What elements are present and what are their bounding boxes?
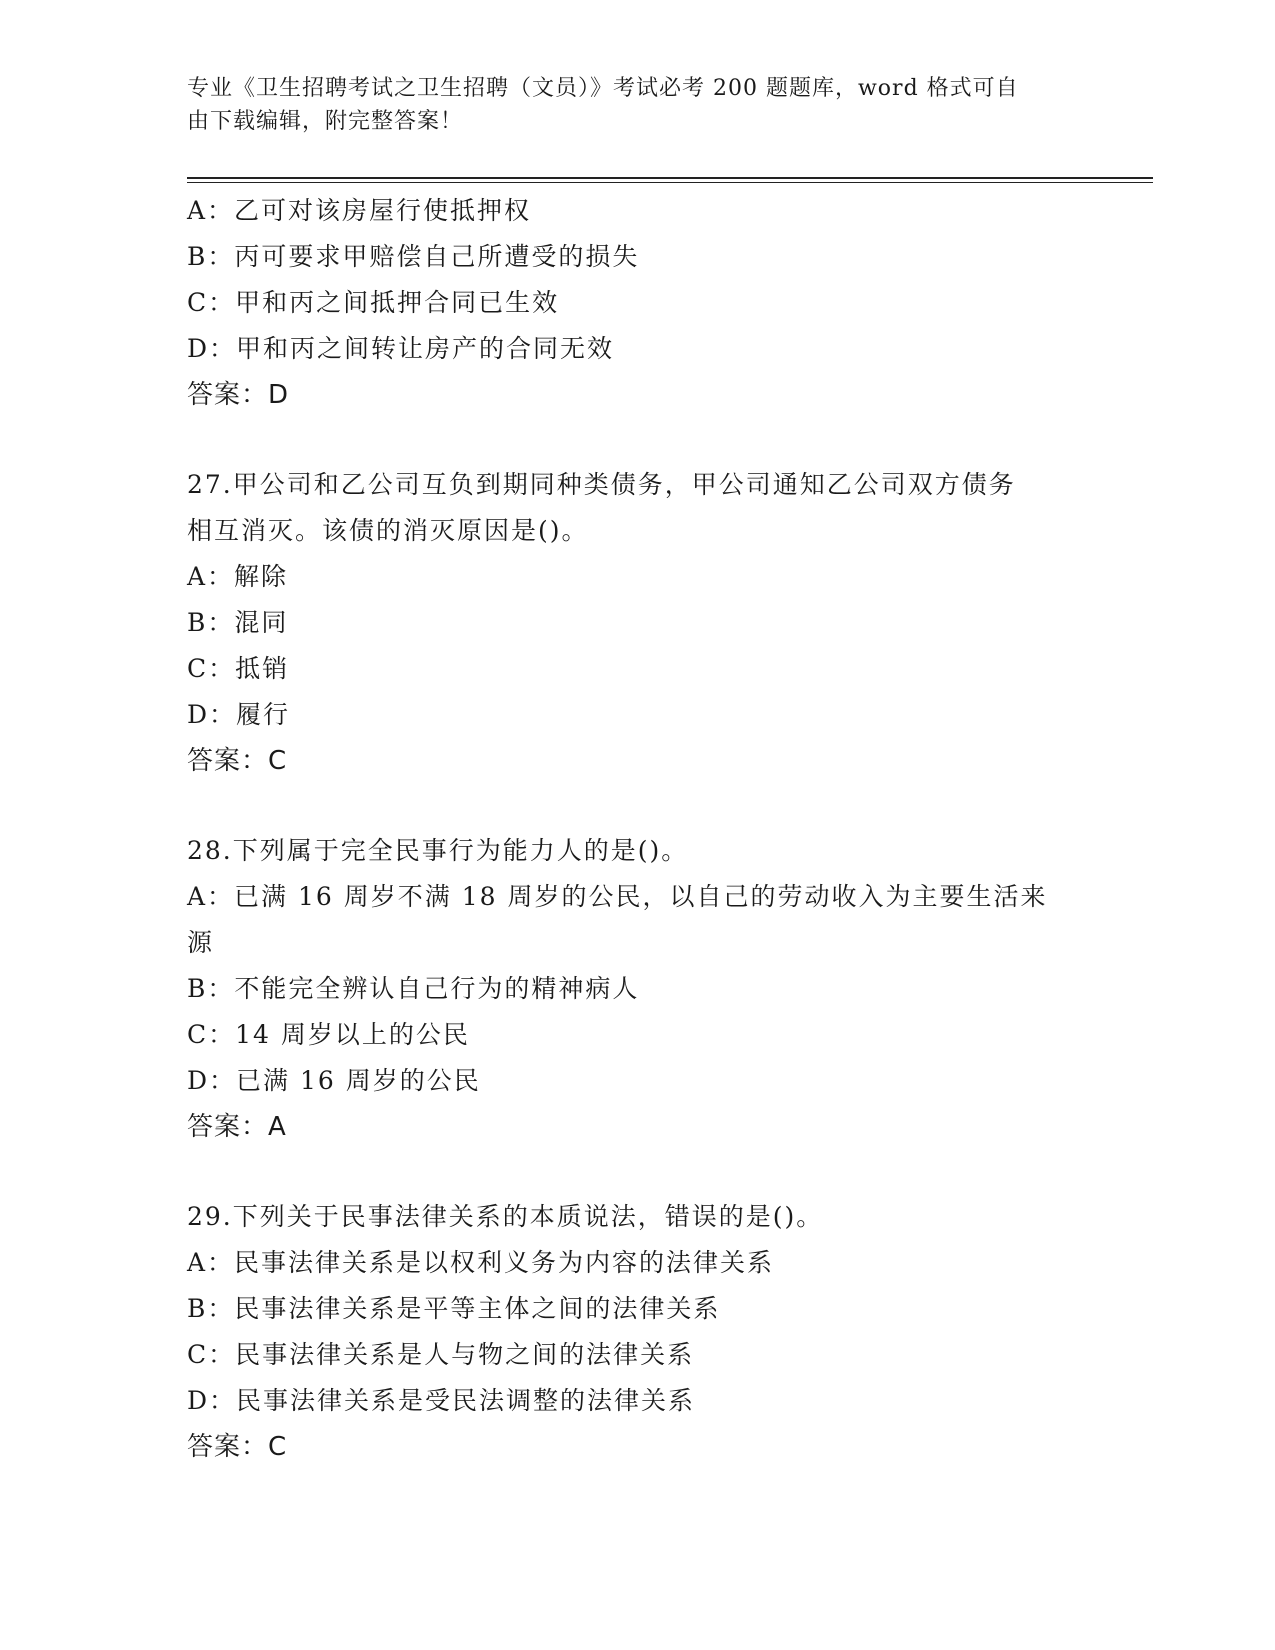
answer-line: 答案：C xyxy=(187,1432,288,1462)
option-c: C：甲和丙之间抵押合同已生效 xyxy=(187,288,560,317)
option-b: B：民事法律关系是平等主体之间的法律关系 xyxy=(187,1294,721,1323)
option-a: A：乙可对该房屋行使抵押权 xyxy=(187,196,532,225)
question-27 xyxy=(187,462,1087,784)
answer-line: 答案：D xyxy=(187,380,290,410)
spacer xyxy=(187,784,1087,828)
question-text-line-1: 29.下列关于民事法律关系的本质说法，错误的是()。 xyxy=(187,1202,824,1231)
option-a-line-2: 源 xyxy=(187,928,215,957)
option-a: A：解除 xyxy=(187,562,289,591)
option-d: D：履行 xyxy=(187,700,291,729)
option-b: B：不能完全辨认自己行为的精神病人 xyxy=(187,974,640,1003)
question-text-line-2: 相互消灭。该债的消灭原因是()。 xyxy=(187,516,589,545)
question-text-line-1: 27.甲公司和乙公司互负到期同种类债务，甲公司通知乙公司双方债务 xyxy=(187,470,1016,499)
spacer xyxy=(187,418,1087,462)
option-d: D：已满 16 周岁的公民 xyxy=(187,1066,481,1095)
option-d: D：民事法律关系是受民法调整的法律关系 xyxy=(187,1386,696,1415)
answer-line: 答案：C xyxy=(187,746,288,776)
answer-line: 答案：A xyxy=(187,1112,287,1142)
header-line-2: 由下载编辑，附完整答案！ xyxy=(187,109,464,134)
question-29 xyxy=(187,1194,1087,1470)
option-b: B：混同 xyxy=(187,608,289,637)
header-divider-thick xyxy=(187,177,1153,179)
question-text-line-1: 28.下列属于完全民事行为能力人的是()。 xyxy=(187,836,689,865)
spacer xyxy=(187,1150,1087,1194)
question-26 xyxy=(187,188,1087,418)
option-c: C：民事法律关系是人与物之间的法律关系 xyxy=(187,1340,695,1369)
option-a: A：民事法律关系是以权利义务为内容的法律关系 xyxy=(187,1248,775,1277)
document-header xyxy=(187,72,1067,138)
header-divider-thin xyxy=(187,182,1153,183)
header-line-1: 专业《卫生招聘考试之卫生招聘（文员）》考试必考 200 题题库，word 格式可自 xyxy=(187,76,1019,101)
option-b: B：丙可要求甲赔偿自己所遭受的损失 xyxy=(187,242,640,271)
question-list xyxy=(187,188,1087,1470)
option-c: C：14 周岁以上的公民 xyxy=(187,1020,470,1049)
option-a-line-1: A：已满 16 周岁不满 18 周岁的公民，以自己的劳动收入为主要生活来 xyxy=(187,882,1048,911)
option-d: D：甲和丙之间转让房产的合同无效 xyxy=(187,334,615,363)
option-c: C：抵销 xyxy=(187,654,290,683)
question-28 xyxy=(187,828,1087,1150)
